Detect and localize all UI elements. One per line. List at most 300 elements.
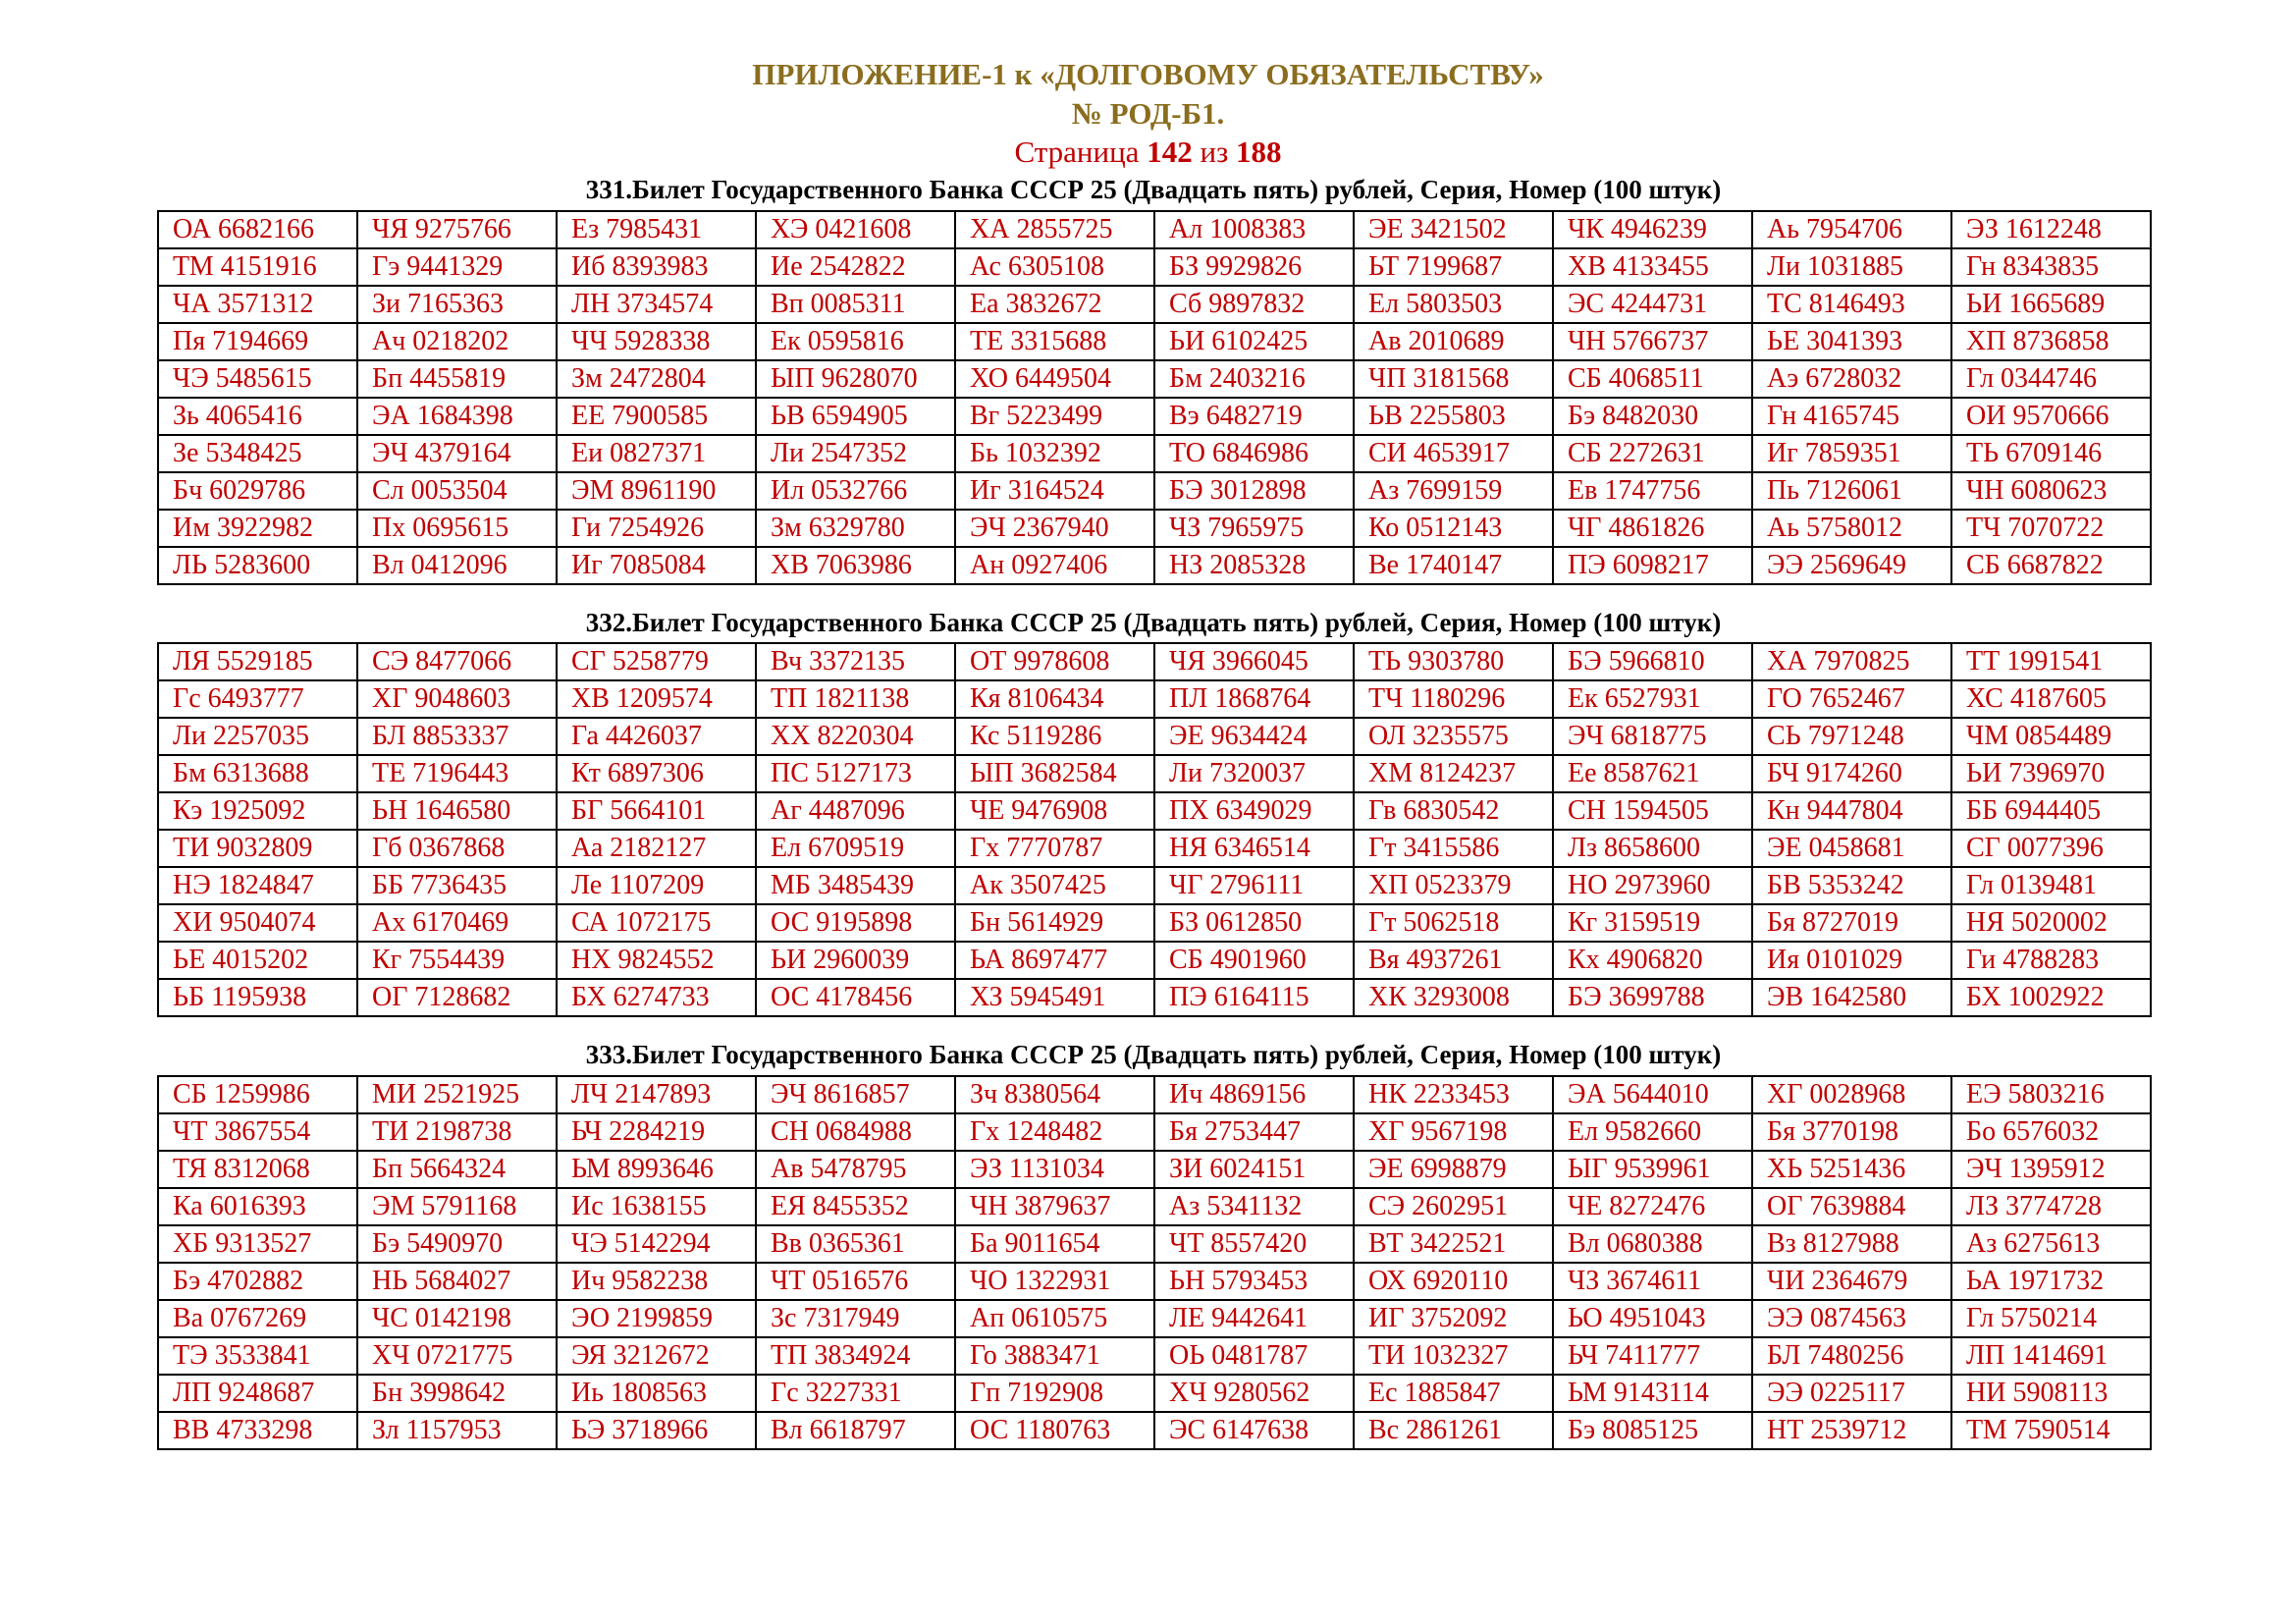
table-cell: Бч 6029786: [158, 472, 357, 510]
table-cell: Бь 1032392: [955, 435, 1154, 472]
table-cell: Лз 8658600: [1553, 830, 1752, 867]
table-cell: Ак 3507425: [955, 867, 1154, 904]
table-cell: НО 2973960: [1553, 867, 1752, 904]
table-cell: Ие 2542822: [756, 248, 955, 286]
table-cell: Ав 2010689: [1354, 323, 1553, 360]
page-separator: из: [1200, 135, 1229, 169]
table-cell: Им 3922982: [158, 510, 357, 547]
table-cell: Аь 7954706: [1752, 211, 1951, 248]
table-cell: Ал 1008383: [1154, 211, 1354, 248]
page-indicator: [0, 135, 2296, 170]
table-cell: НЯ 5020002: [1951, 904, 2151, 942]
page-current: 142: [1147, 135, 1193, 169]
table-cell: Пь 7126061: [1752, 472, 1951, 510]
table-row: [158, 360, 2151, 398]
table-cell: Иб 8393983: [557, 248, 756, 286]
table-cell: СБ 4068511: [1553, 360, 1752, 398]
table-cell: Ле 1107209: [557, 867, 756, 904]
table-cell: ПЭ 6164115: [1154, 979, 1354, 1016]
table-cell: Еи 0827371: [557, 435, 756, 472]
table-cell: ТЬ 9303780: [1354, 643, 1553, 680]
table-cell: БХ 1002922: [1951, 979, 2151, 1016]
table-cell: ЧМ 0854489: [1951, 718, 2151, 755]
table-cell: Бэ 8085125: [1553, 1412, 1752, 1449]
table-cell: СБ 1259986: [158, 1076, 357, 1113]
table-cell: БГ 5664101: [557, 792, 756, 830]
table-cell: ЕЯ 8455352: [756, 1188, 955, 1225]
table-row: [158, 792, 2151, 830]
table-cell: ТМ 7590514: [1951, 1412, 2151, 1449]
table-cell: Ли 7320037: [1154, 755, 1354, 792]
table-cell: ХБ 9313527: [158, 1225, 357, 1263]
table-cell: ЛП 1414691: [1951, 1337, 2151, 1375]
table-cell: Ек 0595816: [756, 323, 955, 360]
table-cell: ЧТ 3867554: [158, 1113, 357, 1151]
table-cell: ЧТ 0516576: [756, 1263, 955, 1300]
table-cell: ЛЬ 5283600: [158, 547, 357, 584]
table-cell: ТЭ 3533841: [158, 1337, 357, 1375]
table-cell: Зь 4065416: [158, 398, 357, 435]
table-cell: ТЧ 7070722: [1951, 510, 2151, 547]
table-row: [158, 547, 2151, 584]
table-cell: ЧК 4946239: [1553, 211, 1752, 248]
table-row: [158, 398, 2151, 435]
table-cell: Ия 0101029: [1752, 942, 1951, 979]
table-cell: ЬИ 1665689: [1951, 286, 2151, 323]
table-cell: ЛЧ 2147893: [557, 1076, 756, 1113]
table-cell: Кх 4906820: [1553, 942, 1752, 979]
table-row: [158, 755, 2151, 792]
table-cell: ОЬ 0481787: [1154, 1337, 1354, 1375]
table-cell: ХЧ 0721775: [357, 1337, 557, 1375]
table-cell: Бэ 5490970: [357, 1225, 557, 1263]
table-cell: ЬИ 7396970: [1951, 755, 2151, 792]
table-cell: ЬЧ 2284219: [557, 1113, 756, 1151]
table-cell: Вя 4937261: [1354, 942, 1553, 979]
table-cell: Ас 6305108: [955, 248, 1154, 286]
table-cell: Ез 7985431: [557, 211, 756, 248]
table-cell: Ли 2547352: [756, 435, 955, 472]
table-cell: НХ 9824552: [557, 942, 756, 979]
table-cell: СГ 0077396: [1951, 830, 2151, 867]
table-cell: Зм 6329780: [756, 510, 955, 547]
table-cell: ХС 4187605: [1951, 680, 2151, 718]
table-row: [158, 942, 2151, 979]
table-cell: ХЭ 0421608: [756, 211, 955, 248]
table-cell: БЭ 3699788: [1553, 979, 1752, 1016]
table-row: [158, 1300, 2151, 1337]
table-cell: Гс 6493777: [158, 680, 357, 718]
table-cell: Бн 5614929: [955, 904, 1154, 942]
table-cell: БЧ 9174260: [1752, 755, 1951, 792]
table-cell: Вп 0085311: [756, 286, 955, 323]
section-title: 331.Билет Государственного Банка СССР 25 (Двадцать пять) рублей, Серия, Номер (100 штук): [585, 175, 1722, 204]
table-cell: ББ 7736435: [357, 867, 557, 904]
table-row: [158, 1337, 2151, 1375]
table-cell: Вс 2861261: [1354, 1412, 1553, 1449]
table-cell: ЬВ 2255803: [1354, 398, 1553, 435]
table-cell: ЕЭ 5803216: [1951, 1076, 2151, 1113]
table-cell: ХИ 9504074: [158, 904, 357, 942]
table-cell: ХП 0523379: [1354, 867, 1553, 904]
table-cell: СН 0684988: [756, 1113, 955, 1151]
table-cell: ТЧ 1180296: [1354, 680, 1553, 718]
table-cell: Иг 3164524: [955, 472, 1154, 510]
table-cell: СБ 2272631: [1553, 435, 1752, 472]
table-cell: ХП 8736858: [1951, 323, 2151, 360]
table-row: [158, 472, 2151, 510]
table-cell: ОС 4178456: [756, 979, 955, 1016]
table-cell: ЭС 6147638: [1154, 1412, 1354, 1449]
table-cell: Гл 0139481: [1951, 867, 2151, 904]
table-cell: ЧЭ 5485615: [158, 360, 357, 398]
table-cell: ЬТ 7199687: [1354, 248, 1553, 286]
table-cell: Гх 7770787: [955, 830, 1154, 867]
table-cell: Ка 6016393: [158, 1188, 357, 1225]
table-cell: ЭЗ 1131034: [955, 1151, 1154, 1188]
table-cell: Кт 6897306: [557, 755, 756, 792]
table-cell: ХГ 0028968: [1752, 1076, 1951, 1113]
table-cell: ЭЭ 2569649: [1752, 547, 1951, 584]
table-cell: Еа 3832672: [955, 286, 1154, 323]
table-cell: Гл 0344746: [1951, 360, 2151, 398]
table-cell: Кг 7554439: [357, 942, 557, 979]
table-cell: Ев 1747756: [1553, 472, 1752, 510]
table-cell: ЧГ 4861826: [1553, 510, 1752, 547]
table-cell: ЬВ 6594905: [756, 398, 955, 435]
table-cell: ЧН 5766737: [1553, 323, 1752, 360]
table-cell: Ил 0532766: [756, 472, 955, 510]
table-cell: Бя 2753447: [1154, 1113, 1354, 1151]
table-cell: ХВ 7063986: [756, 547, 955, 584]
table-row: [158, 1412, 2151, 1449]
table-cell: Гл 5750214: [1951, 1300, 2151, 1337]
table-cell: Кя 8106434: [955, 680, 1154, 718]
table-cell: Бп 5664324: [357, 1151, 557, 1188]
table-cell: Ли 2257035: [158, 718, 357, 755]
table-cell: ЭЕ 9634424: [1154, 718, 1354, 755]
table-cell: ЧЕ 8272476: [1553, 1188, 1752, 1225]
table-cell: ОГ 7128682: [357, 979, 557, 1016]
table-row: [158, 1151, 2151, 1188]
table-cell: НЬ 5684027: [357, 1263, 557, 1300]
table-cell: ЭМ 8961190: [557, 472, 756, 510]
table-cell: Пх 0695615: [357, 510, 557, 547]
table-row: [158, 1263, 2151, 1300]
document-title: ПРИЛОЖЕНИЕ-1 к «ДОЛГОВОМУ ОБЯЗАТЕЛЬСТВУ»: [752, 57, 1544, 91]
table-cell: ХО 6449504: [955, 360, 1154, 398]
table-cell: ЬО 4951043: [1553, 1300, 1752, 1337]
table-cell: ТИ 9032809: [158, 830, 357, 867]
table-cell: ПС 5127173: [756, 755, 955, 792]
table-cell: Бн 3998642: [357, 1375, 557, 1412]
table-cell: ЧЕ 9476908: [955, 792, 1154, 830]
table-cell: Аа 2182127: [557, 830, 756, 867]
table-cell: Вл 0412096: [357, 547, 557, 584]
table-cell: ХХ 8220304: [756, 718, 955, 755]
table-row: [158, 211, 2151, 248]
table-cell: ЭМ 5791168: [357, 1188, 557, 1225]
table-cell: ББ 6944405: [1951, 792, 2151, 830]
table-cell: НЗ 2085328: [1154, 547, 1354, 584]
table-cell: СГ 5258779: [557, 643, 756, 680]
table-cell: Аз 7699159: [1354, 472, 1553, 510]
table-cell: БЭ 3012898: [1154, 472, 1354, 510]
table-cell: ТЯ 8312068: [158, 1151, 357, 1188]
table-cell: ЭЕ 0458681: [1752, 830, 1951, 867]
table-cell: ЛЕ 9442641: [1154, 1300, 1354, 1337]
table-cell: ВТ 3422521: [1354, 1225, 1553, 1263]
table-row: [158, 435, 2151, 472]
table-cell: ХЧ 9280562: [1154, 1375, 1354, 1412]
table-cell: СА 1072175: [557, 904, 756, 942]
table-cell: ЬА 1971732: [1951, 1263, 2151, 1300]
table-cell: НК 2233453: [1354, 1076, 1553, 1113]
table-cell: Го 3883471: [955, 1337, 1154, 1375]
table-cell: ЬЕ 3041393: [1752, 323, 1951, 360]
table-cell: ХГ 9048603: [357, 680, 557, 718]
table-cell: ОИ 9570666: [1951, 398, 2151, 435]
table-cell: Ич 9582238: [557, 1263, 756, 1300]
table-cell: ПХ 6349029: [1154, 792, 1354, 830]
table-cell: Гэ 9441329: [357, 248, 557, 286]
table-cell: ХВ 1209574: [557, 680, 756, 718]
table-cell: ЭЧ 6818775: [1553, 718, 1752, 755]
table-row: [158, 1113, 2151, 1151]
table-cell: Зм 2472804: [557, 360, 756, 398]
table-row: [158, 718, 2151, 755]
table-row: [158, 510, 2151, 547]
table-cell: Бп 4455819: [357, 360, 557, 398]
table-cell: ЬИ 6102425: [1154, 323, 1354, 360]
table-cell: Вв 0365361: [756, 1225, 955, 1263]
table-cell: ХГ 9567198: [1354, 1113, 1553, 1151]
table-cell: Зс 7317949: [756, 1300, 955, 1337]
table-cell: ТП 1821138: [756, 680, 955, 718]
table-cell: Ап 0610575: [955, 1300, 1154, 1337]
table-cell: Пя 7194669: [158, 323, 357, 360]
table-cell: ЬЧ 7411777: [1553, 1337, 1752, 1375]
table-cell: ТИ 1032327: [1354, 1337, 1553, 1375]
table-cell: ЧЗ 3674611: [1553, 1263, 1752, 1300]
banknote-table: [157, 210, 2152, 585]
table-cell: ЬИ 2960039: [756, 942, 955, 979]
table-cell: ЭЗ 1612248: [1951, 211, 2151, 248]
table-cell: ЭЧ 1395912: [1951, 1151, 2151, 1188]
table-row: [158, 1188, 2151, 1225]
table-cell: Вл 0680388: [1553, 1225, 1752, 1263]
table-cell: ЭО 2199859: [557, 1300, 756, 1337]
table-cell: ПЛ 1868764: [1154, 680, 1354, 718]
table-cell: Ел 6709519: [756, 830, 955, 867]
table-row: [158, 286, 2151, 323]
table-cell: ЧА 3571312: [158, 286, 357, 323]
table-cell: БЗ 0612850: [1154, 904, 1354, 942]
table-cell: ЕЕ 7900585: [557, 398, 756, 435]
table-cell: ЧП 3181568: [1354, 360, 1553, 398]
table-cell: СБ 4901960: [1154, 942, 1354, 979]
table-cell: НЭ 1824847: [158, 867, 357, 904]
table-cell: Гб 0367868: [357, 830, 557, 867]
table-cell: Бо 6576032: [1951, 1113, 2151, 1151]
table-cell: Гп 7192908: [955, 1375, 1154, 1412]
table-cell: ТМ 4151916: [158, 248, 357, 286]
table-row: [158, 830, 2151, 867]
table-cell: ЬН 1646580: [357, 792, 557, 830]
section-title: 333.Билет Государственного Банка СССР 25 (Двадцать пять) рублей, Серия, Номер (100 штук): [585, 1040, 1722, 1069]
table-cell: Кг 3159519: [1553, 904, 1752, 942]
table-cell: ТИ 2198738: [357, 1113, 557, 1151]
table-cell: СИ 4653917: [1354, 435, 1553, 472]
table-cell: БЗ 9929826: [1154, 248, 1354, 286]
document-number: № РОД-Б1.: [1071, 96, 1225, 131]
table-row: [158, 1076, 2151, 1113]
table-cell: ЧЭ 5142294: [557, 1225, 756, 1263]
table-cell: ЭА 5644010: [1553, 1076, 1752, 1113]
table-cell: Ес 1885847: [1354, 1375, 1553, 1412]
table-cell: ТЕ 7196443: [357, 755, 557, 792]
table-cell: ОЛ 3235575: [1354, 718, 1553, 755]
table-row: [158, 1225, 2151, 1263]
table-cell: НЯ 6346514: [1154, 830, 1354, 867]
table-cell: Ги 4788283: [1951, 942, 2151, 979]
table-cell: Зл 1157953: [357, 1412, 557, 1449]
table-cell: ОС 9195898: [756, 904, 955, 942]
table-cell: ТП 3834924: [756, 1337, 955, 1375]
table-row: [158, 680, 2151, 718]
table-cell: ХЗ 5945491: [955, 979, 1154, 1016]
table-cell: ЬБ 1195938: [158, 979, 357, 1016]
table-cell: ОТ 9978608: [955, 643, 1154, 680]
table-cell: Гс 3227331: [756, 1375, 955, 1412]
table-cell: Гн 4165745: [1752, 398, 1951, 435]
table-cell: Аз 6275613: [1951, 1225, 2151, 1263]
table-cell: Ав 5478795: [756, 1151, 955, 1188]
table-cell: СН 1594505: [1553, 792, 1752, 830]
table-cell: Ли 1031885: [1752, 248, 1951, 286]
table-cell: Бя 8727019: [1752, 904, 1951, 942]
page-label: Страница: [1014, 135, 1140, 169]
table-cell: Бм 6313688: [158, 755, 357, 792]
table-cell: Ва 0767269: [158, 1300, 357, 1337]
table-cell: ЭЭ 0225117: [1752, 1375, 1951, 1412]
table-cell: ЧЯ 3966045: [1154, 643, 1354, 680]
banknote-table: [157, 1075, 2152, 1450]
table-cell: Ек 6527931: [1553, 680, 1752, 718]
table-cell: Аз 5341132: [1154, 1188, 1354, 1225]
table-cell: Ел 5803503: [1354, 286, 1553, 323]
table-cell: ЧЗ 7965975: [1154, 510, 1354, 547]
table-cell: Бэ 8482030: [1553, 398, 1752, 435]
table-row: [158, 323, 2151, 360]
table-cell: ЫП 3682584: [955, 755, 1154, 792]
table-cell: БЛ 7480256: [1752, 1337, 1951, 1375]
table-cell: ЭВ 1642580: [1752, 979, 1951, 1016]
table-cell: Вз 8127988: [1752, 1225, 1951, 1263]
table-row: [158, 979, 2151, 1016]
table-cell: ЧТ 8557420: [1154, 1225, 1354, 1263]
table-row: [158, 643, 2151, 680]
table-cell: ХА 2855725: [955, 211, 1154, 248]
table-cell: ЭЯ 3212672: [557, 1337, 756, 1375]
table-cell: ТТ 1991541: [1951, 643, 2151, 680]
table-cell: ВВ 4733298: [158, 1412, 357, 1449]
table-cell: ЭА 1684398: [357, 398, 557, 435]
table-cell: Кн 9447804: [1752, 792, 1951, 830]
table-cell: БЭ 5966810: [1553, 643, 1752, 680]
table-cell: Вч 3372135: [756, 643, 955, 680]
table-cell: ХМ 8124237: [1354, 755, 1553, 792]
table-cell: Ба 9011654: [955, 1225, 1154, 1263]
table-cell: Аэ 6728032: [1752, 360, 1951, 398]
table-cell: СЭ 8477066: [357, 643, 557, 680]
table-cell: Зч 8380564: [955, 1076, 1154, 1113]
table-cell: ЗИ 6024151: [1154, 1151, 1354, 1188]
table-cell: Гн 8343835: [1951, 248, 2151, 286]
section-title: 332.Билет Государственного Банка СССР 25 (Двадцать пять) рублей, Серия, Номер (100 штук): [585, 608, 1722, 637]
table-cell: Кс 5119286: [955, 718, 1154, 755]
table-cell: ОС 1180763: [955, 1412, 1154, 1449]
table-cell: ТС 8146493: [1752, 286, 1951, 323]
table-cell: ЬН 5793453: [1154, 1263, 1354, 1300]
table-cell: ЭС 4244731: [1553, 286, 1752, 323]
table-cell: ХК 3293008: [1354, 979, 1553, 1016]
table-row: [158, 248, 2151, 286]
table-cell: Ич 4869156: [1154, 1076, 1354, 1113]
table-cell: ТО 6846986: [1154, 435, 1354, 472]
table-cell: ЧО 1322931: [955, 1263, 1154, 1300]
table-cell: Вэ 6482719: [1154, 398, 1354, 435]
table-cell: ЛЯ 5529185: [158, 643, 357, 680]
table-cell: Бэ 4702882: [158, 1263, 357, 1300]
table-cell: ОХ 6920110: [1354, 1263, 1553, 1300]
table-cell: БЛ 8853337: [357, 718, 557, 755]
table-cell: ЫП 9628070: [756, 360, 955, 398]
table-cell: Га 4426037: [557, 718, 756, 755]
table-cell: Гт 3415586: [1354, 830, 1553, 867]
table-cell: СЭ 2602951: [1354, 1188, 1553, 1225]
table-cell: ИГ 3752092: [1354, 1300, 1553, 1337]
table-cell: ЬМ 8993646: [557, 1151, 756, 1188]
table-cell: ОА 6682166: [158, 211, 357, 248]
page-total: 188: [1236, 135, 1282, 169]
table-cell: Кэ 1925092: [158, 792, 357, 830]
table-cell: Ел 9582660: [1553, 1113, 1752, 1151]
table-cell: Бм 2403216: [1154, 360, 1354, 398]
table-cell: НТ 2539712: [1752, 1412, 1951, 1449]
table-cell: ЭЕ 6998879: [1354, 1151, 1553, 1188]
table-cell: БВ 5353242: [1752, 867, 1951, 904]
table-cell: Гт 5062518: [1354, 904, 1553, 942]
table-cell: Сб 9897832: [1154, 286, 1354, 323]
table-cell: МБ 3485439: [756, 867, 955, 904]
table-cell: ПЭ 6098217: [1553, 547, 1752, 584]
table-cell: Ее 8587621: [1553, 755, 1752, 792]
table-cell: ТЬ 6709146: [1951, 435, 2151, 472]
table-cell: МИ 2521925: [357, 1076, 557, 1113]
table-row: [158, 867, 2151, 904]
table-cell: ЭЕ 3421502: [1354, 211, 1553, 248]
table-cell: ЭЭ 0874563: [1752, 1300, 1951, 1337]
table-cell: ЭЧ 4379164: [357, 435, 557, 472]
table-cell: Зе 5348425: [158, 435, 357, 472]
table-cell: ХА 7970825: [1752, 643, 1951, 680]
table-cell: Ач 0218202: [357, 323, 557, 360]
table-cell: ЧЯ 9275766: [357, 211, 557, 248]
table-row: [158, 904, 2151, 942]
table-cell: Ги 7254926: [557, 510, 756, 547]
table-cell: ЬА 8697477: [955, 942, 1154, 979]
